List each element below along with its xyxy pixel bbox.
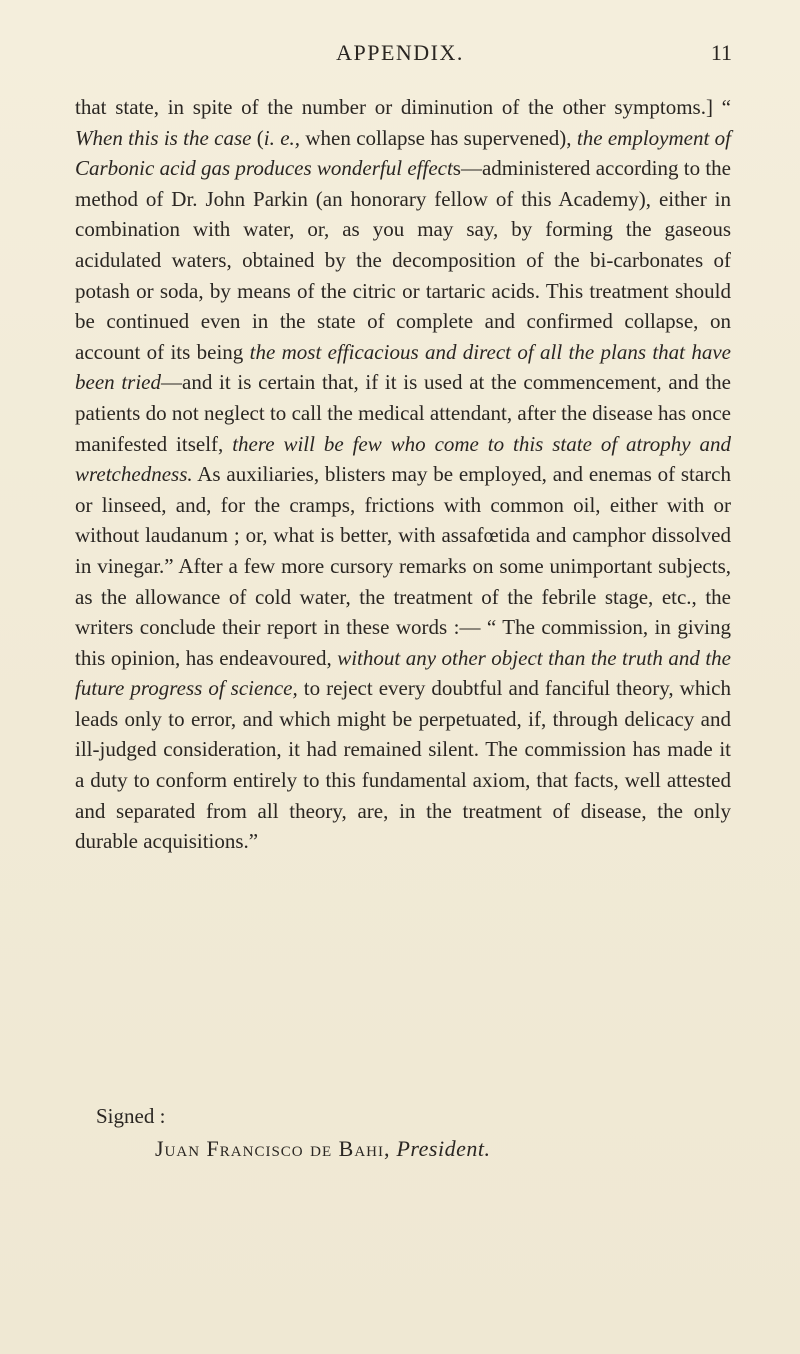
signed-label: Signed : (96, 1104, 166, 1128)
page-number: 11 (710, 40, 732, 65)
italic-run: the most efficacious and direct of all the plans that have been tried (75, 339, 731, 395)
body-text (75, 92, 731, 857)
text-run: to reject every doubtful and fanciful theory, which leads only to error, and which might be perpetuated, if, through delicacy and ill-judged consideration, it had remained silent. The commission has made it a duty to conform entirely to this fundamental axiom, that facts, well attested and separated from all theory, are, in the treatment of disease, the only durable acquisitions.” (75, 676, 731, 854)
text-run: —and it is certain that, if it is used at the commencement, and the patients do not neglect to call the medical attendant, after the disease has once manifested itself, (75, 370, 731, 456)
italic-run: the employment of Carbonic acid gas produces wonderful effect (75, 125, 731, 181)
italic-run: i. e., (263, 125, 301, 150)
italic-run: there will be few who come to this state of atrophy and wretchedness. (75, 431, 732, 487)
signature-line (155, 1136, 490, 1162)
text-run: As auxiliaries, blisters may be employed, and enemas of starch or linseed, and, for the cramps, frictions with common oil, either with or without laudanum ; or, what is better, with assafœtida and camphor dissolved in vinegar.” After a few more cursory remarks on some unimportant subjects, as the allowance of cold water, the treatment of the febrile stage, etc., the writers conclude their report in these words :— “ The commission, in giving this opinion, has endeavoured, (75, 462, 731, 670)
signatory-title: President. (396, 1136, 491, 1161)
italic-run: without any other object than the truth and the future progress of science, (75, 645, 731, 701)
text-run: s—administered according to the method of Dr. John Parkin (an honorary fellow of this Academy), either in combination with water, or, as you may say, by forming the gaseous acidulated waters, obtained by the decomposition of the bi-carbonates of potash or soda, by means of the citric or tartaric acids. This treatment should be continued even in the state of complete and confirmed collapse, on account of its being (75, 156, 731, 364)
text-run: when collapse has supervened), (300, 125, 577, 150)
main-paragraph (75, 92, 731, 857)
running-head (0, 38, 800, 68)
text-run: ( (251, 125, 264, 150)
text-run: that state, in spite of the number or diminution of the other symptoms.] “ (75, 95, 731, 119)
signatory-name: Juan Francisco de Bahi, (155, 1136, 391, 1161)
running-title: APPENDIX. (336, 40, 464, 65)
italic-run: When this is the case (75, 125, 252, 150)
